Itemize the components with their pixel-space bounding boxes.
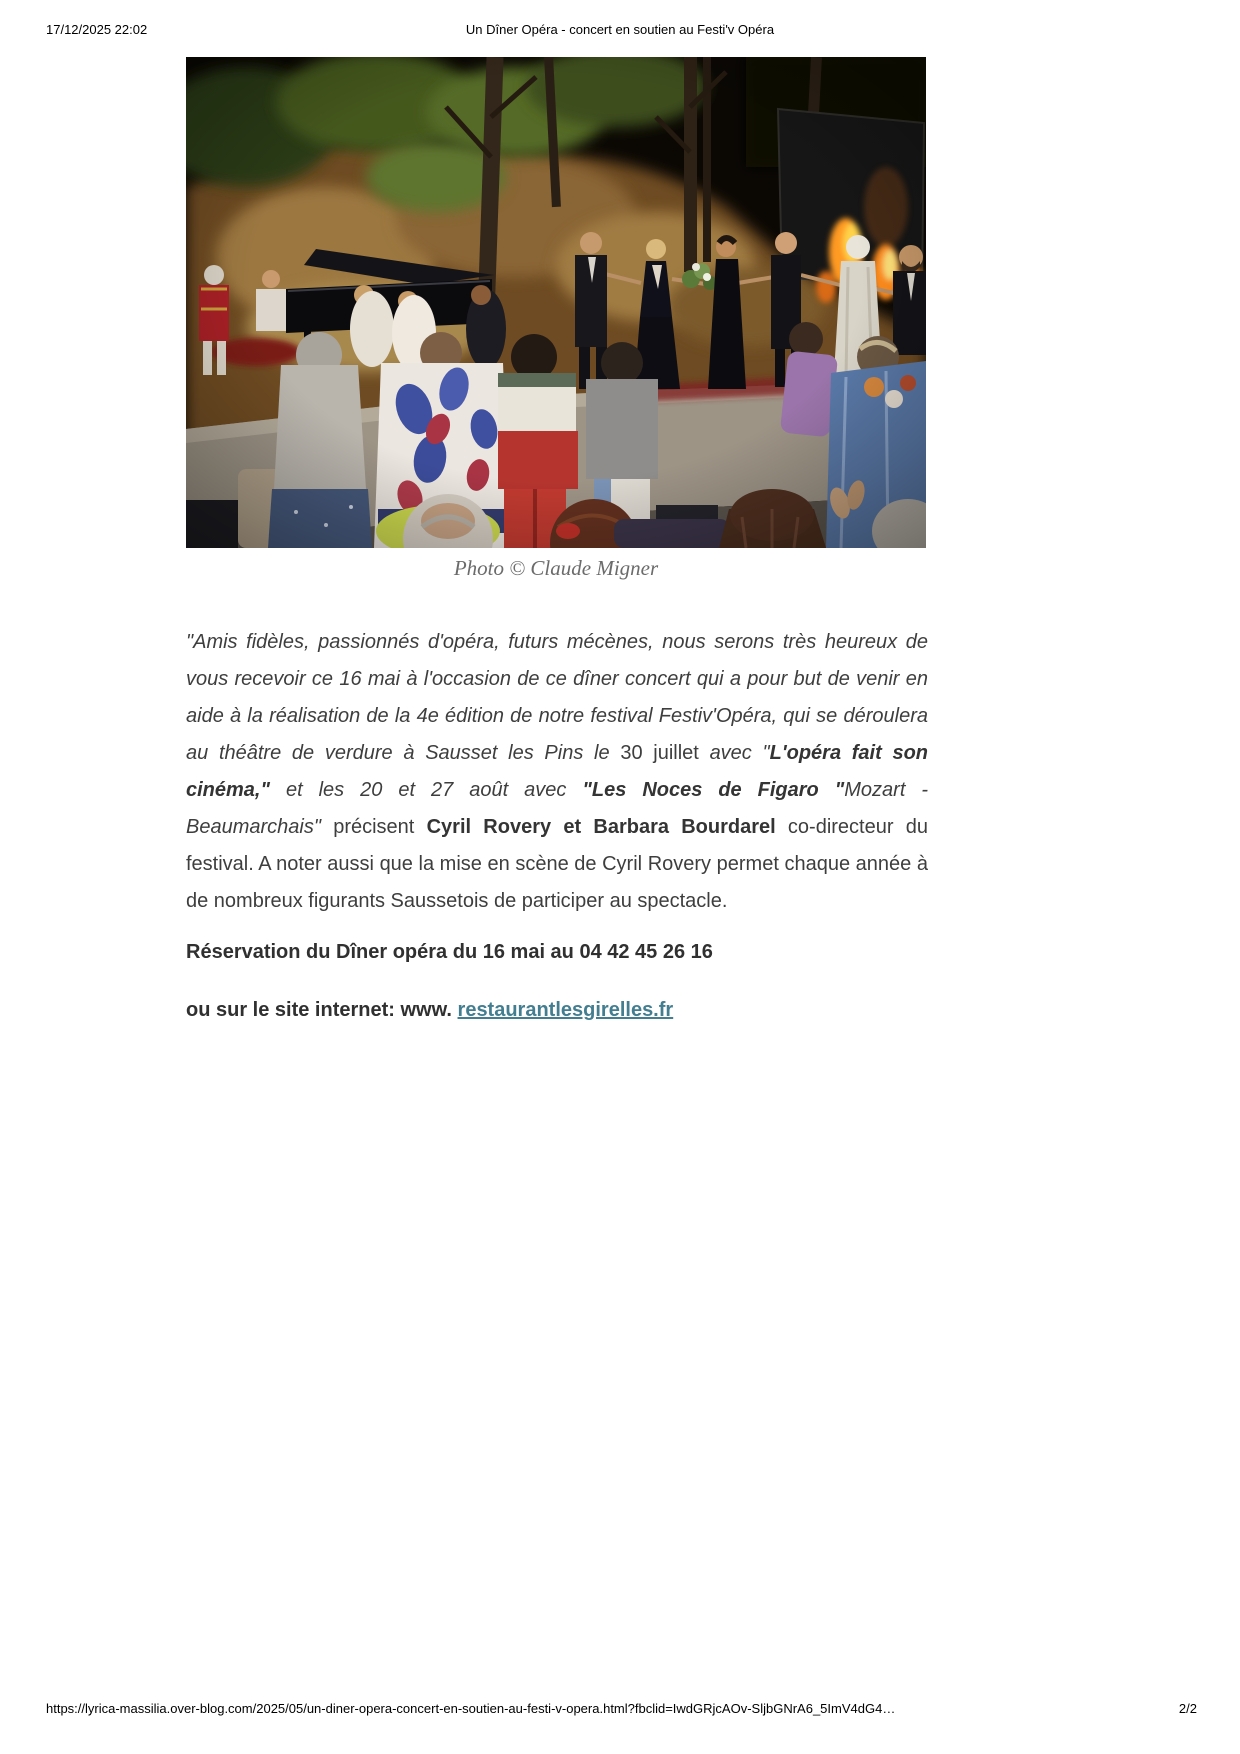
paragraph-segment: précisent <box>320 816 427 838</box>
print-header <box>0 22 1240 42</box>
website-line-prefix: ou sur le site internet: www. <box>186 999 458 1021</box>
print-footer <box>0 1701 1240 1721</box>
print-url: https://lyrica-massilia.over-blog.com/2025/05/un-diner-opera-concert-en-soutien-au-festi-v-opera.html?fbclid=IwdGRjcAOv-SljbGNrA6_5ImV4dG4… <box>46 1701 896 1716</box>
paragraph-segment: avec " <box>709 742 770 764</box>
paragraph-segment: 30 juillet <box>620 742 710 764</box>
concert-photo <box>186 57 926 548</box>
article-paragraph <box>186 624 928 920</box>
print-datetime: 17/12/2025 22:02 <box>46 22 148 37</box>
paragraph-segment: et les 20 et 27 août avec <box>269 779 583 801</box>
paragraph-segment: "Les Noces de Figaro " <box>582 779 845 801</box>
paragraph-segment: "Amis fidèles, passionnés d'opéra, futurs mécènes, nous serons très heureux de vous recevoir ce 16 mai à l'occasion de ce dîner concert qui a pour but de venir en aide à la réalisation de la 4e édition de notre festival Festiv'Opéra, qui se déroulera au théâtre de verdure à Sausset les Pins le <box>186 631 928 764</box>
article-photo-figure <box>186 57 926 548</box>
paragraph-segment: Mozart - Beaumarchais" <box>186 779 929 838</box>
paragraph-segment: co-directeur du festival. A noter aussi que la mise en scène de Cyril Rovery permet chaque année à de nombreux figurants Saussetois de participer au spectacle. <box>186 816 928 912</box>
reservation-line: Réservation du Dîner opéra du 16 mai au 04 42 45 26 16 <box>186 941 713 963</box>
photo-caption: Photo © Claude Migner <box>453 556 659 580</box>
paragraph-segment: Cyril Rovery et Barbara Bourdarel <box>426 816 776 838</box>
restaurant-website-link[interactable]: restaurantlesgirelles.fr <box>457 999 674 1021</box>
website-line <box>186 999 928 1022</box>
paragraph-segment: L'opéra fait son cinéma," <box>186 742 929 801</box>
page-indicator: 2/2 <box>1178 1701 1197 1716</box>
page-title: Un Dîner Opéra - concert en soutien au Festi'v Opéra <box>465 22 775 37</box>
photo-vignette <box>186 57 926 548</box>
